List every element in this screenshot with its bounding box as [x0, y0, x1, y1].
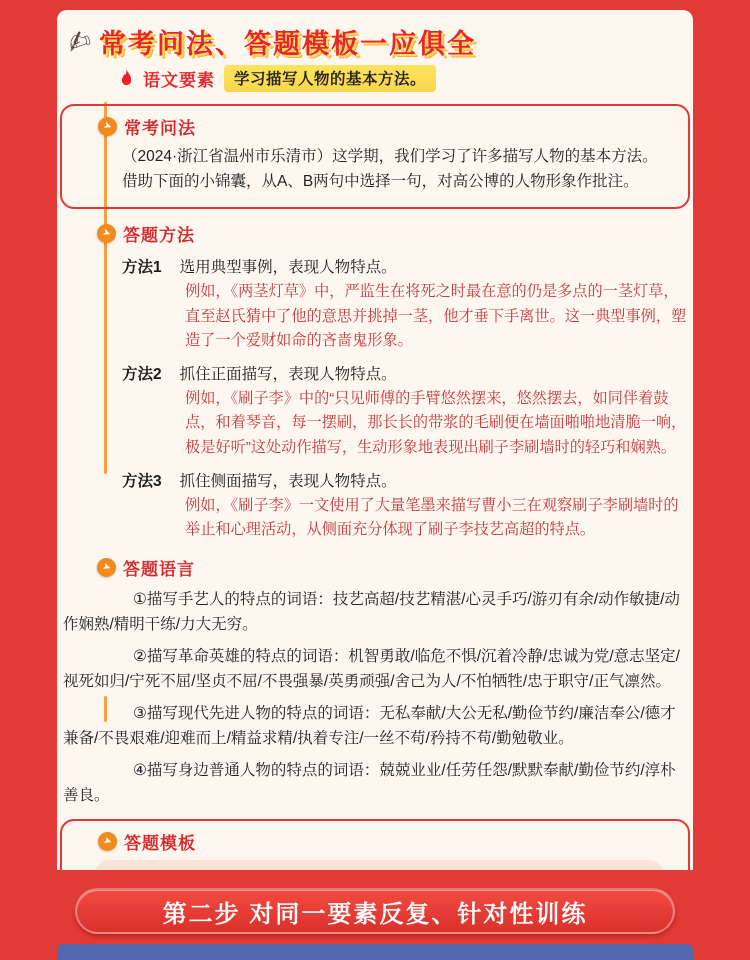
title-row [59, 22, 693, 61]
section-connector-line [104, 696, 107, 722]
method-tag: 方法2 [122, 366, 162, 384]
next-page-edge [57, 944, 693, 960]
method-head [122, 469, 687, 491]
section-marker-icon: ➤ [94, 555, 118, 579]
exam-question-text: （2024·浙江省温州市乐清市）这学期，我们学习了许多描写人物的基本方法。借助下面的小锦囊，从A、B两句中选择一句，对高公博的人物形象作批注。 [122, 148, 658, 191]
fangfa-section-header [97, 221, 693, 246]
moban-section-label: 答题模板 [124, 833, 196, 853]
flame-icon [119, 69, 134, 88]
section-marker-icon: ➤ [94, 222, 118, 246]
moban-section-box [60, 819, 690, 870]
moban-section-header [98, 829, 680, 854]
yuyan-section-label: 答题语言 [123, 559, 195, 579]
method-item [57, 469, 693, 543]
method-item [57, 362, 693, 460]
method-desc: 选用典型事例，表现人物特点。 [179, 259, 397, 277]
method-desc: 抓住正面描写，表现人物特点。 [179, 366, 397, 384]
element-text: 学习描写人物的基本方法。 [224, 65, 436, 92]
fangfa-section [57, 221, 693, 543]
fangfa-section-label: 答题方法 [123, 226, 195, 246]
section-marker-icon: ➤ [95, 114, 119, 138]
page-title: 常考问法、答题模板一应俱全 [99, 29, 476, 59]
changkao-section-header [98, 114, 680, 139]
language-word-list: ③描写现代先进人物的特点的词语：无私奉献/大公无私/勤俭节约/廉洁奉公/德才兼备/不畏艰难/迎难而上/精益求精/执着专注/一丝不苟/矜持不苟/勤勉敬业。 [63, 705, 676, 748]
step-two-banner: 第二步 对同一要素反复、针对性训练 [75, 888, 675, 934]
section-marker-icon: ➤ [95, 829, 119, 853]
yuyan-section [57, 555, 693, 809]
language-word-list: ②描写革命英雄的特点的词语：机智勇敢/临危不惧/沉着冷静/忠诚为党/意志坚定/视死如归/宁死不屈/坚贞不屈/不畏强暴/英勇顽强/舍己为人/不怕牺牲/忠于职守/正气凛然。 [63, 647, 680, 691]
method-tag: 方法1 [122, 259, 162, 277]
element-row [119, 65, 693, 92]
method-example: 例如，《刷子李》一文使用了大量笔墨来描写曹小三在观察刷子李刷墙时的举止和心理活动，从侧面充分体现了刷子李技艺高超的特点。 [185, 497, 679, 539]
writing-hand-icon: ✍ [63, 23, 95, 60]
method-desc: 抓住侧面描写，表现人物特点。 [179, 473, 397, 491]
worksheet-page [57, 10, 693, 870]
method-tag: 方法3 [122, 473, 162, 491]
language-word-list: ①描写手艺人的特点的词语：技艺高超/技艺精湛/心灵手巧/游刃有余/动作敏捷/动作娴熟/精明干练/力大无穷。 [63, 590, 680, 633]
yuyan-section-header [97, 555, 693, 580]
changkao-section-label: 常考问法 [124, 119, 196, 138]
method-head [122, 255, 687, 277]
element-badge: 语文要素 [143, 71, 215, 90]
method-example: 例如，《两茎灯草》中，严监生在将死之时最在意的仍是多点的一茎灯草，直至赵氏猜中了他的意思并挑掉一茎，他才垂下手离世。这一典型事例，塑造了一个爱财如命的吝啬鬼形象。 [185, 283, 687, 349]
method-head [122, 362, 687, 384]
method-example: 例如，《刷子李》中的“只见师傅的手臂悠然摆来，悠然摆去，如同伴着鼓点，和着琴音，每一摆刷，那长长的带浆的毛刷便在墙面啪啪地清脆一响，极是好听”这处动作描写，生动形象地表现出刷子李刷墙时的轻巧和娴熟。 [185, 390, 687, 456]
template-panel [95, 860, 664, 870]
changkao-section-box [60, 104, 690, 209]
language-word-list: ④描写身边普通人物的特点的词语：兢兢业业/任劳任怨/默默奉献/勤俭节约/淳朴善良。 [63, 762, 676, 805]
method-item [57, 255, 693, 353]
